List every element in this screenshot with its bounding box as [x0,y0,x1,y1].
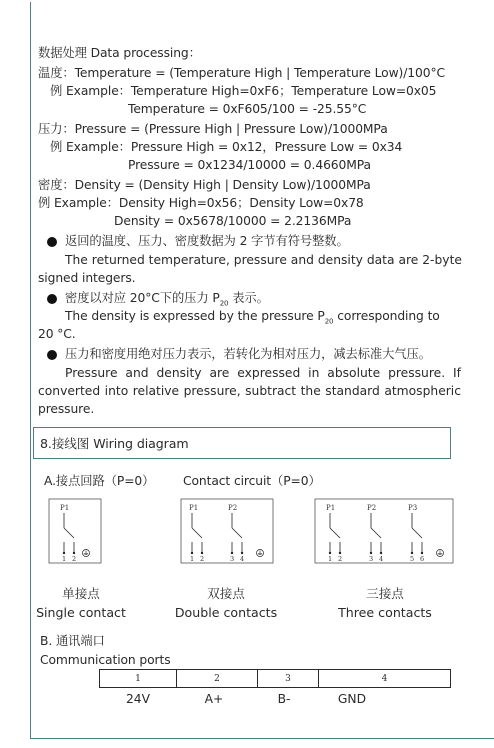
pin-label: GND [337,692,367,706]
note-en-line: Pressure and density are expressed in absolute pressure. If [65,366,461,380]
single-contact-diagram [48,498,102,564]
terminal-label: 6 [420,555,425,563]
temperature-example: 例 Example：Temperature High=0xF6；Temperature Low=0x05 [50,84,437,98]
temperature-formula: 温度：Temperature = (Temperature High | Temperature Low)/100°C [38,66,445,80]
pressure-result: Pressure = 0x1234/10000 = 0.4660MPa [128,158,371,172]
density-formula: 密度：Density = (Density High | Density Low)/1000MPa [38,178,371,192]
single-contact-caption-zh: 单接点 [62,586,100,601]
pin-number-cell: 4 [319,670,451,688]
double-contact-caption-zh: 双接点 [207,586,245,601]
note-en-line: The returned temperature, pressure and density data are 2-byte [65,253,462,267]
ports-heading-en: Communication ports [40,653,171,667]
contact-heading-en: Contact circuit（P=0） [183,474,321,488]
terminal-label: 4 [240,555,245,563]
terminal-label: 5 [410,555,415,563]
bullet-icon [47,237,57,247]
terminal-label: 4 [379,555,384,563]
pin-number-cell: 1 [100,670,177,688]
note-zh: 密度以对应 20°C下的压力 $P_{20}$ 表示。 [65,291,269,308]
terminal-label: 2 [338,555,343,563]
note-en-line: pressure. [38,402,95,416]
note-en-line: The density is expressed by the pressure $P_{20}$ corresponding to [65,309,440,326]
terminal-label: 1 [62,555,67,563]
terminal-label: 1 [328,555,333,563]
switch-label: P3 [408,504,418,512]
contact-heading-zh: A.接点回路（P=0） [44,474,155,488]
ports-heading-zh: B. 通讯端口 [40,634,105,648]
terminal-label: 3 [230,555,235,563]
pin-label: 24V [125,692,151,706]
processing-heading: 数据处理 Data processing： [38,46,201,60]
pin-label: B- [277,692,291,706]
switch-label: P1 [189,504,199,512]
three-contact-diagram [314,498,454,564]
single-contact-caption-en: Single contact [36,605,126,620]
ports-table [99,669,451,688]
note-en-line: converted into relative pressure, subtract the standard atmospheric [38,384,461,398]
three-contact-caption-en: Three contacts [338,605,432,620]
pin-number-cell: 2 [177,670,258,688]
switch-label: P2 [367,504,377,512]
terminal-label: 2 [200,555,205,563]
pin-label: A+ [204,692,224,706]
double-contact-caption-en: Double contacts [174,605,278,620]
density-result: Density = 0x5678/10000 = 2.2136MPa [114,214,352,228]
pin-number-cell: 3 [258,670,319,688]
switch-label: P2 [228,504,238,512]
pressure-formula: 压力：Pressure = (Pressure High | Pressure Low)/1000MPa [38,122,388,136]
density-example: 例 Example：Density High=0x56；Density Low=0x78 [38,196,364,210]
note-zh: 返回的温度、压力、密度数据为 2 字节有符号整数。 [65,234,349,248]
pressure-example: 例 Example：Pressure High = 0x12，Pressure Low = 0x34 [50,140,403,154]
bullet-icon [47,294,57,304]
wiring-section-title: 8.接线图 Wiring diagram [40,436,189,451]
note-en-line: signed integers. [38,271,136,285]
terminal-label: 2 [72,555,77,563]
switch-label: P1 [60,504,70,512]
note-zh: 压力和密度用绝对压力表示，若转化为相对压力，减去标准大气压。 [65,347,431,361]
three-contact-caption-zh: 三接点 [366,586,404,601]
note-en-line: 20 °C. [38,327,76,341]
switch-label: P1 [326,504,336,512]
terminal-label: 1 [190,555,195,563]
terminal-label: 3 [369,555,374,563]
double-contact-diagram [180,498,274,564]
temperature-result: Temperature = 0xF605/100 = -25.55°C [128,102,367,116]
bullet-icon [47,350,57,360]
